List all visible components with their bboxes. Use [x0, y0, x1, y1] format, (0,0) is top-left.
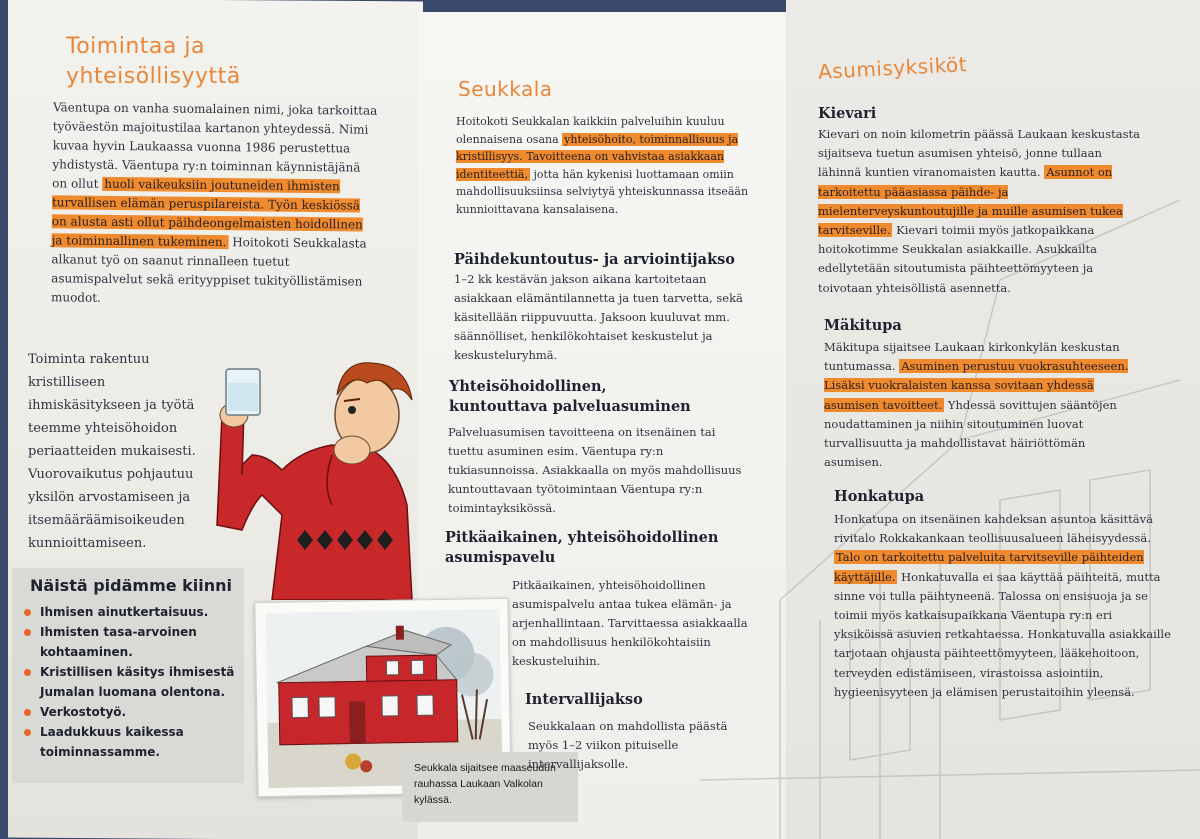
kievari-highlight: Asunnot on tarkoitettu pääasiassa päihde- ja mielenterveyskuntoutujille ja muille asumisen tukea tarvitseville. — [818, 165, 1123, 238]
section-text-palveluasuminen: Palveluasumisen tavoitteena on itsenäinen tai tuettu asuminen esim. Väentupa ry:n tukiasunnoissa. Asiakkaalla on myös mahdollisuus kuntouttavaan työtoimintaan Väentupa ry:n toimintayksikössä. — [448, 425, 742, 515]
honkatupa-paragraph — [834, 510, 1172, 702]
values-list-item: Ihmisten tasa-arvoinen kohtaaminen. — [22, 622, 242, 662]
section-title-intervallijakso: Intervallijakso — [525, 691, 643, 708]
photo-caption: Seukkala sijaitsee maaseudun rauhassa Laukaan Valkolan kylässä. — [414, 762, 556, 806]
right-panel-title: Asumisyksiköt — [817, 52, 968, 84]
makitupa-highlight: Asuminen perustuu vuokrasuhteeseen. Lisäksi vuokralaisten kanssa sovitaan yhdessä asumisen tavoitteet. — [824, 359, 1129, 412]
values-list-item: Verkostotyö. — [22, 702, 242, 722]
values-list-item: Kristillisen käsitys ihmisestä Jumalan luomana olentona. — [22, 662, 242, 702]
man-with-glass-illustration — [212, 355, 427, 600]
values-list-item: Ihmisen ainutkertaisuus. — [22, 602, 242, 622]
values-list — [22, 602, 242, 762]
honkatupa-text-2: Honkatuvalla ei saa käyttää päihteitä, mutta sinne voi tulla päihtyneenä. Talossa on ensisuoja ja se toimii myös katkaisupaikkana Väentupa ry:n eri yksiköissä asuvien retkahtaessa. Honkatuvalla asiakkaille tarjotaan ohjausta päihteettömyyteen, lääkehoitoon, terveyden edistämiseen, virastoissa asiointiin, hygieenisyyteen ja elämisen perustaitoihin yleensä. — [834, 569, 1171, 699]
seukkala-intro-text-2: jotta hän kykenisi luottamaan omiin mahdollisuuksiinsa selviytyä yhteiskunnassa itseään kunnioittavana kansalaisena. — [456, 167, 749, 216]
kievari-text-1: Kievari on noin kilometrin päässä Laukaan keskustasta sijaitseva tuetun asumisen yhteisö, jonne tullaan lähinnä kuntien viranomaisten kautta. — [818, 127, 1140, 180]
section-title-paihdekuntoutus: Päihdekuntoutus- ja arviointijakso — [454, 251, 735, 268]
left-intro-text-1: Väentupa on vanha suomalainen nimi, joka tarkoittaa työväestön majoitustilaa kartanon yhteydessä. Nimi kuvaa hyvin Laukaassa vuonna 1986 perustettua yhdistystä. Väentupa ry:n toiminnan käynnistäjänä on ollut — [52, 100, 378, 191]
honkatupa-highlight: Talo on tarkoitettu palveluita tarvitseville päihteiden käyttäjille. — [834, 550, 1144, 584]
values-paragraph: Toiminta rakentuu kristilliseen ihmiskäsitykseen ja työtä teemme yhteisöhoidon periaatteiden mukaisesti. Vuorovaikutus pohjautuu yksilön arvostamiseen ja itsemääräämisoikeuden kunnioittamiseen. — [28, 352, 196, 551]
section-text-intervallijakso: Seukkalaan on mahdollista päästä myös 1–2 viikon pituiselle intervallijaksolle. — [528, 719, 728, 771]
section-text-pitkaaikainen: Pitkäaikainen, yhteisöhoidollinen asumispalvelu antaa tukea elämän- ja arjenhallintaan. Tarvittaessa asiakkaalla on mahdollisuus henkilökohtaisiin keskusteluihin. — [512, 578, 748, 668]
middle-panel-title: Seukkala — [458, 77, 553, 101]
makitupa-paragraph — [824, 338, 1142, 472]
section-title-kievari: Kievari — [818, 105, 877, 122]
seukkala-intro-paragraph — [456, 113, 756, 218]
makitupa-text-2: Yhdessä sovittujen sääntöjen noudattaminen ja niihin sitoutuminen luovat turvallisuutta ja mahdollistavat häiriöttömän asumisen. — [824, 397, 1117, 470]
left-intro-highlight: huoli vaikeuksiin joutuneiden ihmisten turvallisen elämän peruspilareista. Työn keskiössä on alusta asti ollut päihdeongelmaisten hoidollinen ja toiminnallinen tukeminen. — [51, 176, 363, 250]
seukkala-intro-text-1: Hoitokoti Seukkalan kaikkiin palveluihin kuuluu olennaisena osana — [456, 115, 725, 146]
left-panel-title: Toimintaa ja yhteisöllisyyttä — [66, 34, 241, 89]
section-title-palveluasuminen: Yhteisöhoidollinen, kuntouttava palveluasuminen — [449, 378, 691, 415]
makitupa-text-1: Mäkitupa sijaitsee Laukaan kirkonkylän keskustan tuntumassa. — [824, 340, 1120, 374]
kievari-paragraph — [818, 125, 1140, 298]
left-intro-paragraph — [51, 98, 378, 310]
seukkala-intro-highlight: yhteisöhoito, toiminnallisuus ja kristillisyys. Tavoitteena on vahvistaa asiakkaan identiteettiä, — [456, 132, 739, 181]
left-intro-text-2: Hoitokoti Seukkalasta alkanut työ on saanut rinnalleen tuetut asumispalvelut sekä erityyppiset tukityöllistämisen muodot. — [50, 235, 367, 305]
values-list-item: Laadukkuus kaikessa toiminnassamme. — [22, 722, 242, 762]
section-title-honkatupa: Honkatupa — [834, 488, 925, 505]
honkatupa-text-1: Honkatupa on itsenäinen kahdeksan asuntoa käsittävä rivitalo Rokkakankaan teollisuusalueen läheisyydessä. — [834, 512, 1153, 546]
section-text-paihdekuntoutus: 1–2 kk kestävän jakson aikana kartoitetaan asiakkaan elämäntilannetta ja tuen tarvetta, sekä käsitellään riippuvuutta. Jaksoon kuuluvat mm. säännölliset, henkilökohtaiset keskustelut ja keskusteluryhmä. — [454, 272, 743, 362]
kievari-text-2: Kievari toimii myös jatkopaikkana hoitokotimme Seukkalan asiakkaille. Asukkailta edellytetään sitoutumista päihteettömyyteen ja toivotaan yhteisöllistä asennetta. — [818, 223, 1097, 295]
values-box-title: Näistä pidämme kiinni — [30, 576, 233, 595]
section-title-pitkaaikainen: Pitkäaikainen, yhteisöhoidollinen asumispavelu — [445, 529, 719, 566]
section-title-makitupa: Mäkitupa — [824, 317, 902, 334]
